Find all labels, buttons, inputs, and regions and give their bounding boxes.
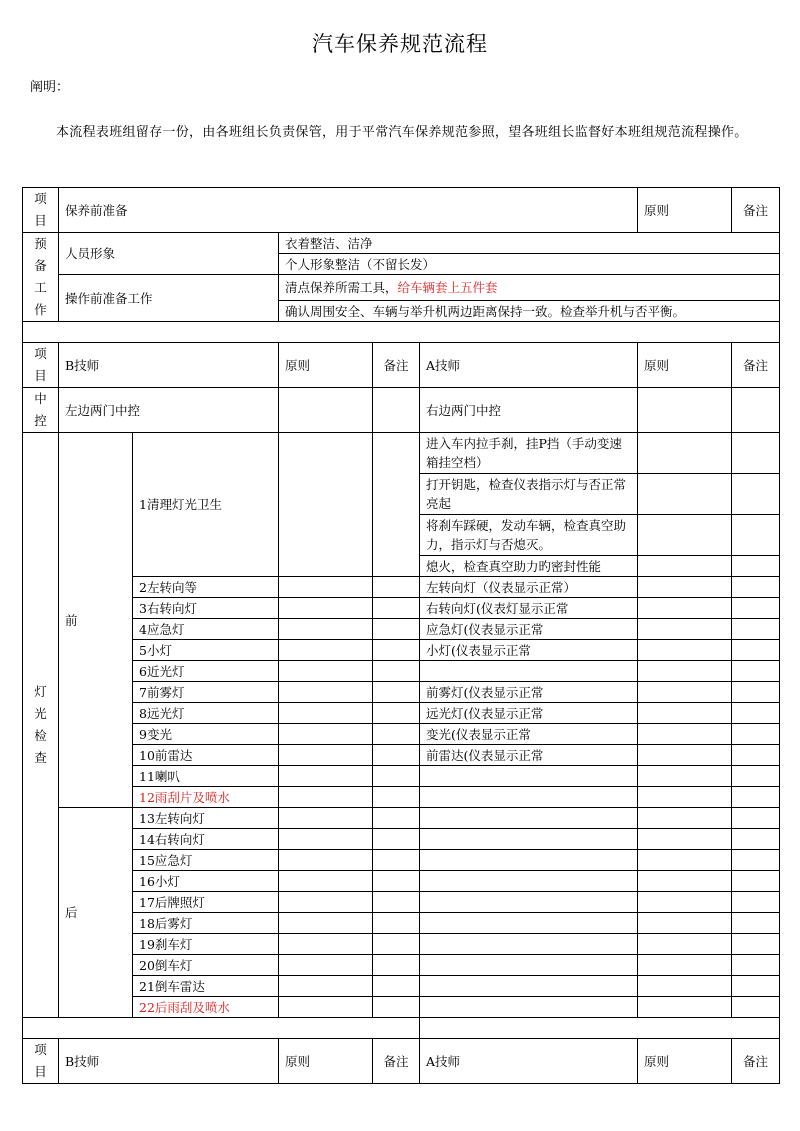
light-item: 5小灯	[133, 640, 279, 661]
light-item: 7前雾灯	[133, 682, 279, 703]
table-cell	[638, 787, 732, 808]
table-cell	[732, 850, 780, 871]
table-cell	[279, 913, 373, 934]
table-cell	[638, 997, 732, 1018]
table-cell	[373, 976, 420, 997]
table-cell	[732, 724, 780, 745]
table-cell	[373, 871, 420, 892]
central-label	[23, 388, 59, 433]
header-item	[23, 343, 59, 388]
table-cell	[638, 808, 732, 829]
light-item: 21倒车雷达	[133, 976, 279, 997]
front-label: 前	[59, 433, 133, 808]
vertical-char: 控	[34, 413, 47, 428]
vertical-char: 预	[34, 236, 47, 251]
table-cell	[373, 787, 420, 808]
table-row	[23, 766, 780, 787]
table-cell	[732, 619, 780, 640]
table-cell	[732, 871, 780, 892]
operation-item	[279, 275, 780, 301]
table-cell	[638, 955, 732, 976]
light-item: 12雨刮片及喷水	[133, 787, 279, 808]
rear-label: 后	[59, 808, 133, 1018]
table-cell	[279, 640, 373, 661]
table-row	[23, 188, 780, 233]
table-row	[23, 955, 780, 976]
table-row	[23, 275, 780, 301]
table-cell	[732, 787, 780, 808]
a-light-item: 前雾灯(仪表显示正常	[420, 682, 638, 703]
table-cell	[420, 850, 638, 871]
table-cell	[279, 976, 373, 997]
table-cell	[732, 388, 780, 433]
table-cell	[638, 703, 732, 724]
header-item	[23, 1039, 59, 1084]
table-row	[23, 892, 780, 913]
light-item: 2左转向等	[133, 577, 279, 598]
light-item: 4应急灯	[133, 619, 279, 640]
table-cell	[279, 745, 373, 766]
a-light-item: 小灯(仪表显示正常	[420, 640, 638, 661]
table-cell	[732, 515, 780, 556]
header-a-tech: A技师	[420, 343, 638, 388]
table-row	[23, 934, 780, 955]
a-light-item: 远光灯(仪表显示正常	[420, 703, 638, 724]
table-cell	[373, 577, 420, 598]
table-cell	[279, 619, 373, 640]
a-step: 打开钥匙，检查仪表指示灯与否正常亮起	[420, 474, 638, 515]
table-row	[23, 619, 780, 640]
table-row	[23, 682, 780, 703]
lights-section-label	[23, 433, 59, 1018]
table-cell	[732, 955, 780, 976]
header-principle: 原则	[638, 1039, 732, 1084]
table-cell	[732, 913, 780, 934]
header-remark: 备注	[732, 343, 780, 388]
table-row	[23, 976, 780, 997]
vertical-char: 项	[34, 1042, 47, 1057]
table-cell	[420, 829, 638, 850]
table-cell	[373, 640, 420, 661]
operation-text-red: 给车辆套上五件套	[397, 280, 498, 295]
spacer-row	[23, 322, 780, 343]
header-b-tech: B技师	[59, 343, 279, 388]
table-cell	[373, 745, 420, 766]
table-cell	[638, 913, 732, 934]
light-item: 19刹车灯	[133, 934, 279, 955]
table-cell	[420, 997, 638, 1018]
vertical-char: 灯	[34, 684, 47, 699]
table-cell	[279, 892, 373, 913]
table-cell	[373, 829, 420, 850]
a-light-item: 应急灯(仪表显示正常	[420, 619, 638, 640]
light-item: 13左转向灯	[133, 808, 279, 829]
header-remark: 备注	[373, 1039, 420, 1084]
central-b: 左边两门中控	[59, 388, 279, 433]
table-cell	[638, 619, 732, 640]
table-cell	[732, 745, 780, 766]
header-principle: 原则	[279, 343, 373, 388]
table-cell	[732, 640, 780, 661]
table-cell	[420, 871, 638, 892]
vertical-char: 目	[34, 1064, 47, 1079]
table-cell	[373, 850, 420, 871]
table-cell	[373, 598, 420, 619]
table-row	[23, 787, 780, 808]
table-cell	[279, 787, 373, 808]
table-cell	[638, 474, 732, 515]
table-cell	[373, 433, 420, 577]
a-light-item: 变光(仪表显示正常	[420, 724, 638, 745]
table-cell	[279, 850, 373, 871]
table-cell	[373, 388, 420, 433]
table-cell	[732, 682, 780, 703]
a-step: 熄火，检查真空助力旳密封性能	[420, 556, 638, 577]
table-cell	[373, 661, 420, 682]
table-cell	[279, 871, 373, 892]
table-row	[23, 724, 780, 745]
table-cell	[420, 976, 638, 997]
light-item: 22后雨刮及喷水	[133, 997, 279, 1018]
table-cell	[638, 682, 732, 703]
table-cell	[279, 997, 373, 1018]
personnel-label: 人员形象	[59, 233, 279, 275]
vertical-char: 目	[34, 368, 47, 383]
table-cell	[279, 724, 373, 745]
a-light-item: 左转向灯（仪表显示正常）	[420, 577, 638, 598]
prep-section-label	[23, 233, 59, 322]
table-cell	[732, 808, 780, 829]
table-cell	[279, 661, 373, 682]
vertical-char: 光	[34, 706, 47, 721]
light-item: 9变光	[133, 724, 279, 745]
table-cell	[373, 808, 420, 829]
header-remark: 备注	[732, 1039, 780, 1084]
maintenance-table	[22, 187, 780, 1084]
table-cell	[732, 433, 780, 474]
table-cell	[732, 577, 780, 598]
table-cell	[279, 598, 373, 619]
table-cell	[373, 997, 420, 1018]
personnel-item: 个人形象整洁（不留长发）	[279, 254, 780, 275]
header-remark: 备注	[732, 188, 780, 233]
central-a: 右边两门中控	[420, 388, 638, 433]
table-cell	[279, 577, 373, 598]
table-cell	[732, 829, 780, 850]
light-item: 18后雾灯	[133, 913, 279, 934]
vertical-char: 项	[34, 191, 47, 206]
table-row	[23, 997, 780, 1018]
table-cell	[373, 955, 420, 976]
vertical-char: 中	[34, 391, 47, 406]
table-cell	[279, 388, 373, 433]
table-cell	[732, 766, 780, 787]
vertical-char: 项	[34, 346, 47, 361]
operation-label: 操作前准备工作	[59, 275, 279, 322]
table-cell	[732, 556, 780, 577]
table-cell	[638, 976, 732, 997]
table-row	[23, 343, 780, 388]
light-item: 10前雷达	[133, 745, 279, 766]
table-cell	[279, 829, 373, 850]
a-light-item: 前雷达(仪表显示正常	[420, 745, 638, 766]
table-cell	[638, 640, 732, 661]
table-cell	[732, 976, 780, 997]
table-cell	[732, 598, 780, 619]
header-prep: 保养前准备	[59, 188, 638, 233]
table-cell	[638, 433, 732, 474]
a-light-item	[420, 787, 638, 808]
spacer-row	[420, 1018, 780, 1039]
light-item: 17后牌照灯	[133, 892, 279, 913]
table-row	[23, 598, 780, 619]
table-cell	[638, 934, 732, 955]
table-row	[23, 808, 780, 829]
table-cell	[732, 997, 780, 1018]
light-item: 6近光灯	[133, 661, 279, 682]
vertical-char: 检	[34, 728, 47, 743]
light-item: 16小灯	[133, 871, 279, 892]
vertical-char: 备	[34, 258, 47, 273]
table-cell	[279, 703, 373, 724]
table-cell	[638, 388, 732, 433]
operation-item: 确认周围安全、车辆与举升机两边距离保持一致。检查举升机与否平衡。	[279, 301, 780, 322]
light-item: 1清理灯光卫生	[133, 433, 279, 577]
table-cell	[373, 682, 420, 703]
a-step: 进入车内拉手刹，挂P挡（手动变速箱挂空档）	[420, 433, 638, 474]
header-principle: 原则	[638, 188, 732, 233]
table-row	[23, 745, 780, 766]
table-cell	[638, 598, 732, 619]
note-text: 本流程表班组留存一份，由各班组长负责保管，用于平常汽车保养规范参照，望各班组长监督好本班组规范流程操作。	[56, 125, 748, 140]
table-row	[23, 577, 780, 598]
table-row	[23, 703, 780, 724]
table-cell	[732, 703, 780, 724]
table-cell	[279, 433, 373, 577]
a-light-item: 右转向灯(仪表灯显示正常	[420, 598, 638, 619]
table-cell	[373, 703, 420, 724]
table-cell	[732, 661, 780, 682]
table-cell	[373, 619, 420, 640]
table-cell	[373, 724, 420, 745]
table-cell	[732, 474, 780, 515]
table-cell	[279, 955, 373, 976]
note-label: 阐明：	[30, 80, 70, 95]
table-row	[23, 850, 780, 871]
table-cell	[638, 829, 732, 850]
table-cell	[420, 913, 638, 934]
table-cell	[638, 892, 732, 913]
header-remark: 备注	[373, 343, 420, 388]
table-row	[23, 640, 780, 661]
table-row	[23, 1039, 780, 1084]
table-cell	[373, 766, 420, 787]
header-b-tech: B技师	[59, 1039, 279, 1084]
table-cell	[373, 934, 420, 955]
a-light-item	[420, 661, 638, 682]
a-step: 将刹车踩硬，发动车辆，检查真空助力，指示灯与否熄灭。	[420, 515, 638, 556]
vertical-char: 查	[34, 750, 47, 765]
table-row	[23, 829, 780, 850]
table-row	[23, 322, 780, 343]
table-cell	[279, 766, 373, 787]
table-cell	[279, 682, 373, 703]
header-principle: 原则	[638, 343, 732, 388]
table-cell	[279, 808, 373, 829]
table-row	[23, 388, 780, 433]
light-item: 20倒车灯	[133, 955, 279, 976]
table-cell	[420, 892, 638, 913]
light-item: 14右转向灯	[133, 829, 279, 850]
table-cell	[638, 724, 732, 745]
table-cell	[638, 661, 732, 682]
table-cell	[638, 515, 732, 556]
light-item: 3右转向灯	[133, 598, 279, 619]
table-row	[23, 1018, 780, 1039]
table-cell	[373, 913, 420, 934]
header-a-tech: A技师	[420, 1039, 638, 1084]
table-row	[23, 661, 780, 682]
table-cell	[279, 934, 373, 955]
table-cell	[638, 766, 732, 787]
table-cell	[638, 871, 732, 892]
table-row	[23, 871, 780, 892]
table-cell	[638, 745, 732, 766]
vertical-char: 工	[34, 280, 47, 295]
light-item: 15应急灯	[133, 850, 279, 871]
light-item: 8远光灯	[133, 703, 279, 724]
table-cell	[638, 556, 732, 577]
table-cell	[420, 955, 638, 976]
light-item: 11喇叭	[133, 766, 279, 787]
document-title: 汽车保养规范流程	[312, 32, 488, 56]
table-cell	[732, 934, 780, 955]
vertical-char: 目	[34, 213, 47, 228]
table-cell	[420, 808, 638, 829]
table-cell	[638, 577, 732, 598]
a-light-item	[420, 766, 638, 787]
table-cell	[638, 850, 732, 871]
header-principle: 原则	[279, 1039, 373, 1084]
header-item	[23, 188, 59, 233]
operation-text: 清点保养所需工具，	[285, 280, 398, 295]
table-cell	[732, 892, 780, 913]
table-row	[23, 913, 780, 934]
vertical-char: 作	[34, 302, 47, 317]
table-cell	[373, 892, 420, 913]
personnel-item: 衣着整洁、洁净	[279, 233, 780, 254]
table-cell	[420, 934, 638, 955]
table-row	[23, 233, 780, 254]
spacer-row	[23, 1018, 420, 1039]
table-row	[23, 433, 780, 474]
